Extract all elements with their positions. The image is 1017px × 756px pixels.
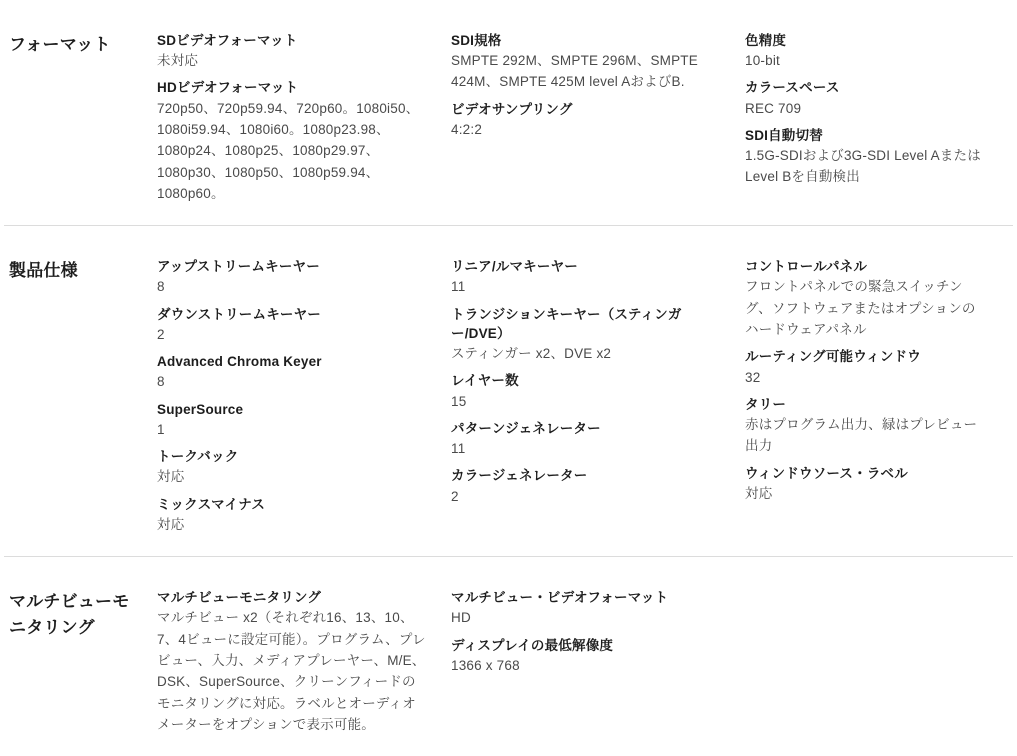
spec-field-value: 11 <box>451 279 466 295</box>
section-title: 製品仕様 <box>9 261 78 281</box>
spec-field-value: 10-bit <box>745 53 780 69</box>
spec-field <box>157 588 427 735</box>
spec-field-value: フロントパネルでの緊急スイッチング、ソフトウェアまたはオプションのハードウェアパネル <box>745 279 976 338</box>
spec-field-label: SDビデオフォーマット <box>157 33 298 48</box>
spec-field <box>157 495 427 535</box>
spec-field-label: マルチビュー・ビデオフォーマット <box>451 590 669 606</box>
spec-field <box>451 257 721 297</box>
section-title: マルチビューモニタリング <box>9 592 130 637</box>
spec-field <box>451 466 721 506</box>
spec-field-value: SMPTE 292M、SMPTE 296M、SMPTE 424M、SMPTE 425M level AおよびB. <box>451 53 698 90</box>
spec-column-3 <box>745 31 1013 211</box>
spec-field-value: HD <box>451 610 471 626</box>
spec-column-3 <box>745 588 1013 742</box>
spec-field-value: 4:2:2 <box>451 121 483 137</box>
spec-field-label: パターンジェネレーター <box>451 420 601 436</box>
spec-field-label: コントロールパネル <box>745 259 868 275</box>
spec-field-value: 2 <box>157 326 165 342</box>
spec-field-label: トークバック <box>157 449 239 465</box>
spec-field-value: 1.5G-SDIおよび3G-SDI Level AまたはLevel Bを自動検出 <box>745 148 981 185</box>
spec-field-value: 11 <box>451 441 466 457</box>
spec-field-label: トランジションキーヤー（スティンガー/DVE） <box>451 306 682 341</box>
spec-field-label: ビデオサンプリング <box>451 101 573 117</box>
spec-field-label: ルーティング可能ウィンドウ <box>745 349 921 365</box>
spec-field-value: 赤はプログラム出力、緑はプレビュー出力 <box>745 417 978 454</box>
spec-field-value: 2 <box>451 488 459 504</box>
spec-field <box>451 100 721 140</box>
spec-field-label: ウィンドウソース・ラベル <box>745 465 908 481</box>
spec-field-value: 1 <box>157 421 165 437</box>
spec-section-1 <box>4 226 1013 557</box>
spec-field-label: HDビデオフォーマット <box>157 80 299 96</box>
spec-field-label: カラージェネレーター <box>451 468 588 484</box>
spec-field-value: 未対応 <box>157 53 199 69</box>
spec-field <box>451 31 721 93</box>
spec-field-label: ディスプレイの最低解像度 <box>451 637 614 653</box>
spec-field <box>745 31 989 71</box>
spec-field-value: 720p50、720p59.94、720p60。1080i50、1080i59.94、1080i60。1080p23.98、1080p24、1080p25、1080p29.97、1080p30、1080p50、1080p59.94、1080p60。 <box>157 100 420 201</box>
spec-field <box>745 395 989 457</box>
spec-column-2 <box>451 588 745 742</box>
spec-field <box>157 447 427 487</box>
spec-field <box>451 371 721 411</box>
spec-field-value: 1366 x 768 <box>451 657 520 673</box>
spec-field-value: スティンガー x2、DVE x2 <box>451 346 612 362</box>
spec-column-2 <box>451 257 745 542</box>
spec-field <box>157 305 427 345</box>
spec-field-label: ミックスマイナス <box>157 496 266 512</box>
spec-field-label: Advanced Chroma Keyer <box>157 354 322 370</box>
spec-field <box>451 636 721 676</box>
spec-column-1 <box>157 588 451 742</box>
spec-field <box>745 78 989 118</box>
spec-field <box>157 78 427 204</box>
spec-field-label: タリー <box>745 396 787 412</box>
spec-field-value: REC 709 <box>745 100 802 116</box>
spec-field-label: リニア/ルマキーヤー <box>451 259 578 275</box>
spec-field-label: SDI規格 <box>451 33 502 48</box>
spec-section-0 <box>4 0 1013 226</box>
spec-field <box>157 31 427 71</box>
spec-field <box>451 588 721 628</box>
spec-column-1 <box>157 31 451 211</box>
spec-column-1 <box>157 257 451 542</box>
spec-field-value: 15 <box>451 393 467 409</box>
spec-field <box>451 419 721 459</box>
spec-field-label: SDI自動切替 <box>745 127 823 143</box>
spec-field <box>745 347 989 387</box>
spec-field-value: 8 <box>157 374 165 390</box>
spec-field <box>745 257 989 340</box>
spec-field <box>157 400 427 440</box>
spec-field-label: アップストリームキーヤー <box>157 259 320 275</box>
spec-section-2 <box>4 557 1013 756</box>
spec-field-label: マルチビューモニタリング <box>157 590 322 606</box>
spec-field <box>157 257 427 297</box>
spec-field-label: カラースペース <box>745 80 840 96</box>
spec-field-value: 対応 <box>157 469 185 485</box>
spec-field <box>451 305 721 365</box>
spec-field <box>157 352 427 392</box>
spec-field-value: 8 <box>157 279 165 295</box>
spec-column-2 <box>451 31 745 211</box>
spec-field <box>745 126 989 188</box>
spec-field-label: ダウンストリームキーヤー <box>157 306 321 322</box>
spec-field-value: マルチビュー x2（それぞれ16、13、10、7、4ビューに設定可能）。プログラム、プレビュー、入力、メディアプレーヤー、M/E、DSK、SuperSource、クリーンフィードのモニタリングに対応。ラベルとオーディオメーターをオプションで表示可能。 <box>157 610 426 732</box>
spec-field-label: レイヤー数 <box>451 373 519 389</box>
spec-field-value: 対応 <box>745 485 773 501</box>
spec-field <box>745 464 989 504</box>
spec-field-value: 対応 <box>157 516 185 532</box>
spec-field-value: 32 <box>745 369 761 385</box>
spec-column-3 <box>745 257 1013 542</box>
section-title: フォーマット <box>9 35 111 54</box>
spec-field-label: SuperSource <box>157 401 244 417</box>
spec-field-label: 色精度 <box>745 33 787 48</box>
